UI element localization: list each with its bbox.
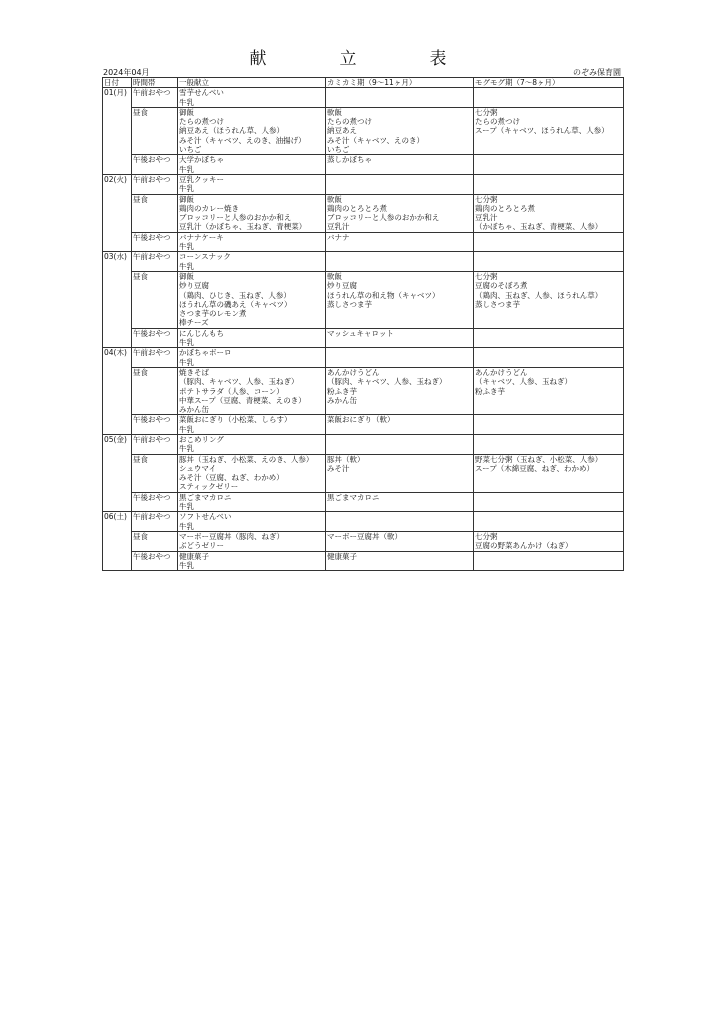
general-menu-cell [178, 107, 326, 154]
menu-item: 粉ふき芋 [327, 386, 357, 396]
menu-item: 焼きそば [179, 367, 209, 377]
menu-item: （キャベツ、人参、玉ねぎ） [475, 377, 572, 387]
menu-item: みそ汁（キャベツ、えのき、油揚げ） [179, 135, 306, 145]
menu-item: 菜飯おにぎり（小松菜、しらす） [179, 415, 292, 425]
menu-item: 七分粥 [475, 531, 498, 541]
time-slot-cell: 午後おやつ [132, 492, 178, 512]
kamikami-menu-cell [326, 271, 474, 328]
general-menu-cell [178, 194, 326, 232]
menu-item: マッシュキャロット [327, 328, 394, 338]
general-menu-cell [178, 155, 326, 175]
table-row [103, 551, 624, 571]
menu-item: 牛乳 [179, 424, 194, 434]
day-date-cell: 06(土) [103, 512, 132, 571]
menu-item: マーボー豆腐丼（軟） [327, 531, 402, 541]
time-slot-cell: 昼食 [132, 107, 178, 154]
menu-item: 炒り豆腐 [327, 281, 357, 291]
general-menu-cell [178, 531, 326, 551]
mogumogu-menu-cell [474, 88, 624, 108]
table-row [103, 415, 624, 435]
menu-item: 鶏肉のとろとろ煮 [327, 203, 387, 213]
kamikami-menu-cell [326, 328, 474, 348]
menu-item: 中華スープ（豆腐、青梗菜、えのき） [179, 395, 306, 405]
general-menu-cell [178, 434, 326, 454]
menu-item: 鶏肉のカレー焼き [179, 203, 239, 213]
column-header-kamikami: カミカミ期（9～11ヶ月） [326, 78, 474, 88]
table-row [103, 367, 624, 414]
time-slot-cell: 午後おやつ [132, 551, 178, 571]
menu-item: 牛乳 [179, 521, 194, 531]
menu-item: 炒り豆腐 [179, 281, 209, 291]
table-row [103, 434, 624, 454]
mogumogu-menu-cell [474, 454, 624, 492]
menu-item: （鶏肉、玉ねぎ、人参、ほうれん草） [475, 290, 603, 300]
day-date-cell: 03(水) [103, 252, 132, 348]
menu-item: 蒸しかぼちゃ [327, 155, 372, 165]
column-header-general-menu: 一般献立 [178, 78, 326, 88]
menu-item: 野菜七分粥（玉ねぎ、小松菜、人参） [475, 454, 603, 464]
menu-item: 蒸しさつま芋 [327, 299, 372, 309]
menu-table [102, 77, 624, 571]
menu-item: 牛乳 [179, 97, 194, 107]
menu-item: 七分粥 [475, 194, 498, 204]
menu-item: シュウマイ [179, 463, 217, 473]
table-row [103, 348, 624, 368]
menu-item: 豆乳汁 [327, 222, 350, 232]
menu-item: 豆乳クッキー [179, 174, 224, 184]
mogumogu-menu-cell [474, 492, 624, 512]
menu-item: 棒チーズ [179, 318, 209, 328]
menu-item: スティックゼリー [179, 482, 239, 492]
menu-item: おこめリング [179, 434, 224, 444]
time-slot-cell: 午前おやつ [132, 512, 178, 532]
facility-name: のぞみ保育園 [573, 68, 621, 77]
menu-item: さつま芋のレモン煮 [179, 309, 247, 319]
menu-item: かぼちゃボーロ [179, 348, 232, 358]
mogumogu-menu-cell [474, 155, 624, 175]
menu-item: 黒ごまマカロニ [327, 492, 380, 502]
kamikami-menu-cell [326, 367, 474, 414]
menu-item: みそ汁（豆腐、ねぎ、わかめ） [179, 473, 284, 483]
menu-item: 納豆あえ（ほうれん草、人参） [179, 126, 284, 136]
menu-item: 大学かぼちゃ [179, 155, 224, 165]
column-header-time-slot: 時間帯 [132, 78, 178, 88]
menu-item: （鶏肉、ひじき、玉ねぎ、人参） [179, 290, 291, 300]
kamikami-menu-cell [326, 107, 474, 154]
menu-item: ほうれん草の和え物（キャベツ） [327, 290, 440, 300]
menu-item: バナナケーキ [179, 232, 224, 242]
table-row [103, 271, 624, 328]
time-slot-cell: 午後おやつ [132, 155, 178, 175]
menu-item: みそ汁（キャベツ、えのき） [327, 135, 424, 145]
menu-item: ポテトサラダ（人参、コーン） [179, 386, 284, 396]
kamikami-menu-cell [326, 348, 474, 368]
menu-item: （豚肉、キャベツ、人参、玉ねぎ） [179, 377, 299, 387]
menu-item: 鶏肉のとろとろ煮 [475, 203, 535, 213]
page-title: 献 立 表 [249, 49, 475, 69]
menu-item: にんじんもち [179, 328, 224, 338]
general-menu-cell [178, 415, 326, 435]
menu-item: 牛乳 [179, 261, 194, 271]
time-slot-cell: 午前おやつ [132, 434, 178, 454]
menu-item: みそ汁 [327, 463, 350, 473]
table-row [103, 512, 624, 532]
general-menu-cell [178, 348, 326, 368]
general-menu-cell [178, 252, 326, 272]
menu-month: 2024年04月 [103, 68, 150, 77]
time-slot-cell: 午前おやつ [132, 88, 178, 108]
kamikami-menu-cell [326, 551, 474, 571]
table-row [103, 194, 624, 232]
menu-item: 健康菓子 [327, 551, 357, 561]
menu-item: （かぼちゃ、玉ねぎ、青梗菜、人参） [475, 222, 603, 232]
menu-item: スープ（木綿豆腐、ねぎ、わかめ） [475, 463, 594, 473]
column-header-mogumogu: モグモグ期（7～8ヶ月） [474, 78, 624, 88]
menu-item: 牛乳 [179, 338, 194, 348]
menu-item: 豆腐のそぼろ煮 [475, 281, 528, 291]
table-row [103, 155, 624, 175]
time-slot-cell: 午前おやつ [132, 174, 178, 194]
menu-item: 七分粥 [475, 271, 498, 281]
kamikami-menu-cell [326, 434, 474, 454]
menu-item: マーボー豆腐丼（豚肉、ねぎ） [179, 531, 284, 541]
general-menu-cell [178, 492, 326, 512]
mogumogu-menu-cell [474, 107, 624, 154]
menu-item: 納豆あえ [327, 126, 357, 136]
day-date-cell: 04(木) [103, 348, 132, 435]
mogumogu-menu-cell [474, 232, 624, 252]
mogumogu-menu-cell [474, 271, 624, 328]
time-slot-cell: 昼食 [132, 194, 178, 232]
column-header-date: 日付 [103, 78, 132, 88]
table-row [103, 107, 624, 154]
mogumogu-menu-cell [474, 367, 624, 414]
kamikami-menu-cell [326, 155, 474, 175]
table-row [103, 454, 624, 492]
time-slot-cell: 午後おやつ [132, 232, 178, 252]
menu-item: 御飯 [179, 107, 194, 117]
menu-item: 黒ごまマカロニ [179, 492, 232, 502]
menu-item: ブロッコリーと人参のおかか和え [179, 213, 292, 223]
menu-item: 牛乳 [179, 560, 194, 570]
table-row [103, 88, 624, 108]
menu-item: ぶどうゼリー [179, 541, 224, 551]
time-slot-cell: 昼食 [132, 531, 178, 551]
kamikami-menu-cell [326, 194, 474, 232]
menu-item: 牛乳 [179, 242, 194, 252]
day-date-cell: 01(月) [103, 88, 132, 175]
menu-item: 御飯 [179, 271, 194, 281]
menu-item: 豚丼（玉ねぎ、小松菜、えのき、人参） [179, 454, 314, 464]
kamikami-menu-cell [326, 492, 474, 512]
menu-item: ほうれん草の磯あえ（キャベツ） [179, 299, 292, 309]
general-menu-cell [178, 232, 326, 252]
menu-item: あんかけうどん [475, 367, 528, 377]
menu-item: 軟飯 [327, 271, 342, 281]
time-slot-cell: 午前おやつ [132, 348, 178, 368]
menu-item: コーンスナック [179, 252, 231, 262]
general-menu-cell [178, 454, 326, 492]
general-menu-cell [178, 551, 326, 571]
table-row [103, 252, 624, 272]
kamikami-menu-cell [326, 512, 474, 532]
general-menu-cell [178, 174, 326, 194]
mogumogu-menu-cell [474, 415, 624, 435]
table-row [103, 328, 624, 348]
menu-item: 御飯 [179, 194, 194, 204]
time-slot-cell: 午後おやつ [132, 328, 178, 348]
mogumogu-menu-cell [474, 434, 624, 454]
menu-item: 豆乳汁（かぼちゃ、玉ねぎ、青梗菜） [179, 222, 307, 232]
general-menu-cell [178, 328, 326, 348]
time-slot-cell: 昼食 [132, 367, 178, 414]
kamikami-menu-cell [326, 88, 474, 108]
table-row [103, 232, 624, 252]
mogumogu-menu-cell [474, 194, 624, 232]
menu-item: 牛乳 [179, 164, 194, 174]
general-menu-cell [178, 512, 326, 532]
general-menu-cell [178, 271, 326, 328]
time-slot-cell: 昼食 [132, 454, 178, 492]
mogumogu-menu-cell [474, 531, 624, 551]
table-row [103, 531, 624, 551]
menu-item: バナナ [327, 232, 350, 242]
menu-item: あんかけうどん [327, 367, 380, 377]
kamikami-menu-cell [326, 454, 474, 492]
table-row [103, 174, 624, 194]
menu-item: 軟飯 [327, 107, 342, 117]
menu-item: 雪芋せんべい [179, 88, 224, 98]
time-slot-cell: 午前おやつ [132, 252, 178, 272]
header-row [103, 78, 624, 88]
menu-item: ブロッコリーと人参のおかか和え [327, 213, 440, 223]
menu-item: （豚肉、キャベツ、人参、玉ねぎ） [327, 377, 447, 387]
mogumogu-menu-cell [474, 252, 624, 272]
kamikami-menu-cell [326, 174, 474, 194]
mogumogu-menu-cell [474, 328, 624, 348]
menu-item: 牛乳 [179, 444, 194, 454]
menu-item: たらの煮つけ [179, 117, 224, 127]
menu-body [103, 88, 624, 571]
general-menu-cell [178, 88, 326, 108]
menu-item: みかん缶 [327, 395, 357, 405]
menu-item: 健康菓子 [179, 551, 209, 561]
menu-item: 軟飯 [327, 194, 342, 204]
kamikami-menu-cell [326, 252, 474, 272]
menu-item: いちご [179, 145, 202, 155]
menu-item: たらの煮つけ [475, 117, 520, 127]
menu-item: みかん缶 [179, 405, 209, 415]
kamikami-menu-cell [326, 232, 474, 252]
mogumogu-menu-cell [474, 174, 624, 194]
day-date-cell: 02(火) [103, 174, 132, 251]
mogumogu-menu-cell [474, 551, 624, 571]
menu-item: いちご [327, 145, 350, 155]
menu-item: 牛乳 [179, 502, 194, 512]
menu-item: 豆腐の野菜あんかけ（ねぎ） [475, 541, 573, 551]
menu-item: 粉ふき芋 [475, 386, 505, 396]
mogumogu-menu-cell [474, 512, 624, 532]
kamikami-menu-cell [326, 415, 474, 435]
menu-item: 豆乳汁 [475, 213, 498, 223]
menu-item: 豚丼（軟） [327, 454, 365, 464]
time-slot-cell: 午後おやつ [132, 415, 178, 435]
time-slot-cell: 昼食 [132, 271, 178, 328]
menu-item: 牛乳 [179, 184, 194, 194]
menu-item: 牛乳 [179, 357, 194, 367]
menu-item: 七分粥 [475, 107, 498, 117]
kamikami-menu-cell [326, 531, 474, 551]
menu-item: たらの煮つけ [327, 117, 372, 127]
mogumogu-menu-cell [474, 348, 624, 368]
menu-item: スープ（キャベツ、ほうれん草、人参） [475, 126, 609, 136]
menu-item: 蒸しさつま芋 [475, 299, 520, 309]
menu-item: 菜飯おにぎり（軟） [327, 415, 395, 425]
general-menu-cell [178, 367, 326, 414]
day-date-cell: 05(金) [103, 434, 132, 511]
table-row [103, 492, 624, 512]
menu-item: ソフトせんべい [179, 512, 232, 522]
